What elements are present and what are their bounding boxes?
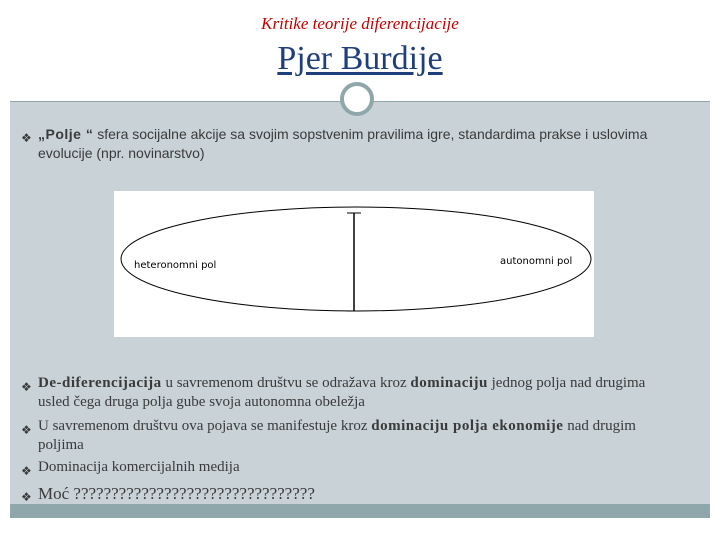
bullet-polje bbox=[21, 125, 678, 163]
bullet-dominacija-medija bbox=[21, 458, 678, 478]
slide-title: Pjer Burdije bbox=[277, 40, 443, 77]
bullet-mark-icon: ❖ bbox=[21, 131, 32, 145]
bullet-savremeno-drustvo bbox=[21, 417, 678, 455]
bullet-text-2: nad drugim poljima bbox=[38, 418, 636, 453]
autonomous-pole-label: autonomni pol bbox=[500, 256, 573, 267]
divider-circle-icon bbox=[340, 82, 374, 116]
bullet-text-2: jednog polja nad drugima usled čega druga polja gube svoja autonomna obeležja bbox=[38, 375, 646, 410]
bullet-text: Dominacija komercijalnih medija bbox=[38, 459, 240, 475]
bullet-text: Moć ???????????????????????????????? bbox=[38, 484, 315, 503]
bullet-text: u savremenom društvu se odražava kroz bbox=[165, 375, 407, 391]
bullet-term-2: dominaciju bbox=[410, 375, 488, 391]
bullet-text: U savremenom društvu ova pojava se manifestuje kroz bbox=[38, 418, 368, 434]
bullet-term: dominaciju polja ekonomije bbox=[371, 418, 564, 434]
field-diagram-svg bbox=[114, 191, 594, 337]
bullet-text: sfera socijalne akcije sa svojim sopstvenim pravilima igre, standardima prakse i uslovima evolucije (npr. novinarstvo) bbox=[38, 126, 648, 161]
footer-bar bbox=[10, 504, 710, 518]
heteronomous-pole-label: heteronomni pol bbox=[134, 260, 217, 271]
field-diagram bbox=[114, 191, 594, 337]
bullet-de-diferencijacija bbox=[21, 374, 678, 412]
bullet-term: „Polje “ bbox=[38, 126, 94, 142]
bullet-mark-icon: ❖ bbox=[21, 380, 32, 394]
content-area bbox=[10, 101, 710, 504]
bullet-term: De-diferencijacija bbox=[38, 375, 162, 391]
slide-supertitle: Kritike teorije diferencijacije bbox=[261, 14, 459, 33]
bullet-moc bbox=[21, 484, 678, 504]
bullet-mark-icon: ❖ bbox=[21, 423, 32, 437]
bullet-mark-icon: ❖ bbox=[21, 464, 32, 478]
bullet-mark-icon: ❖ bbox=[21, 490, 32, 504]
